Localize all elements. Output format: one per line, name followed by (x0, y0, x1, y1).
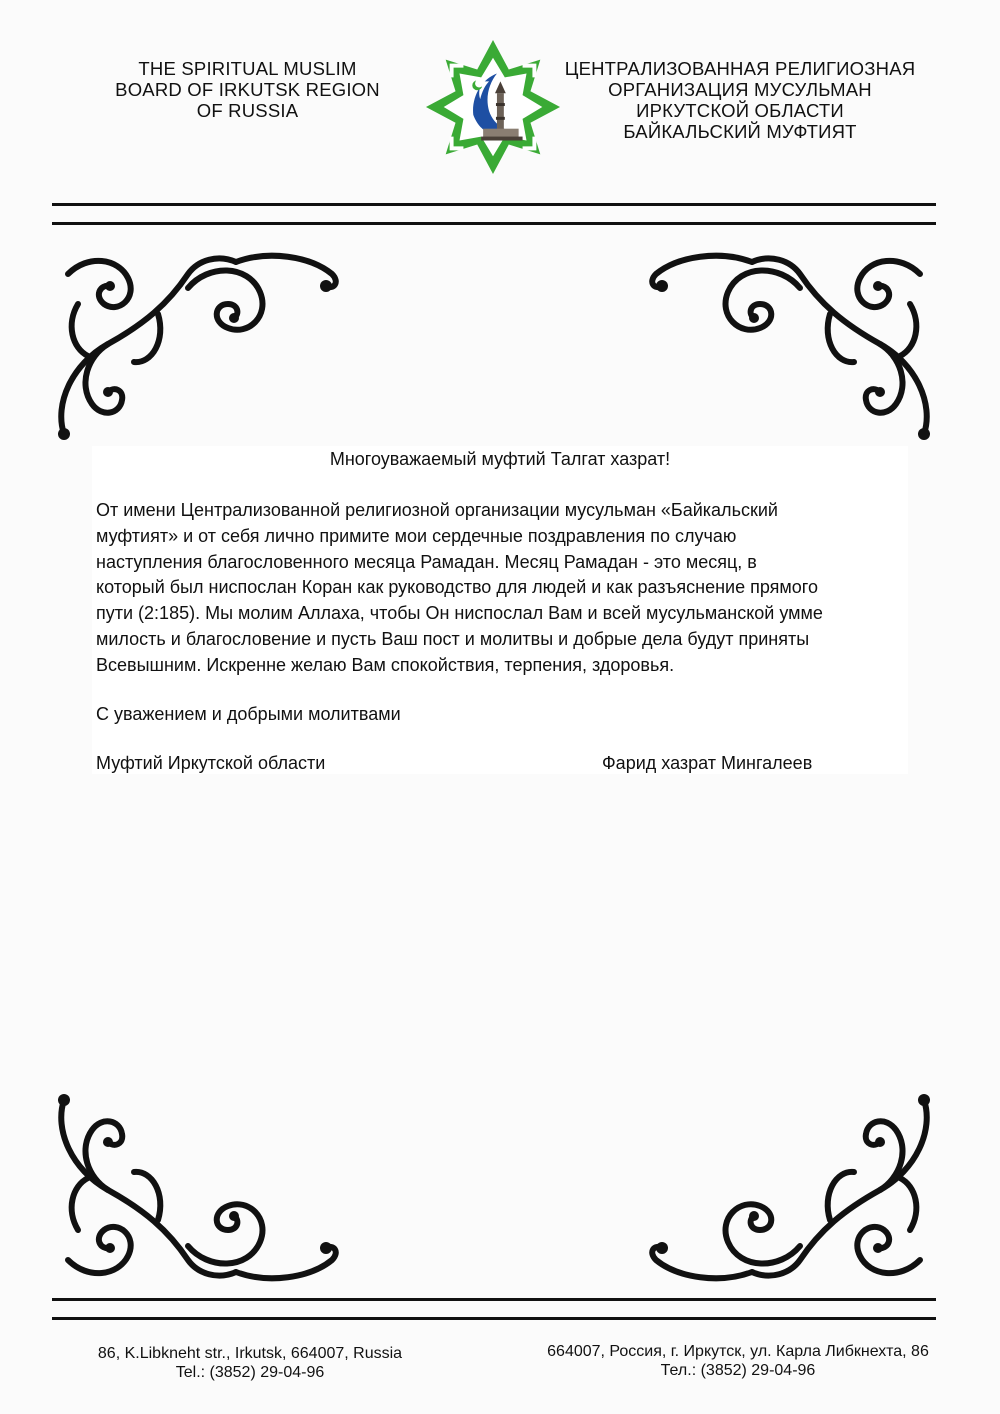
header-en-line: THE SPIRITUAL MUSLIM (138, 58, 357, 79)
footer-address: 86, K.Libkneht str., Irkutsk, 664007, Russia (97, 1345, 403, 1362)
footer-contact-en (80, 1344, 420, 1382)
ornament-top-right (640, 244, 940, 444)
letter-line: милость и благословение и пусть Ваш пост и молитвы и добрые дела будут приняты (96, 628, 810, 649)
header-org-name-ru (555, 58, 925, 142)
letter-line: Всевышним. Искренне желаю Вам спокойствия, терпения, здоровья. (96, 654, 675, 675)
greeting: Многоуважаемый муфтий Талгат хазрат! (329, 449, 671, 469)
letter-text (96, 498, 908, 679)
header-ru-line: ОРГАНИЗАЦИЯ МУСУЛЬМАН (608, 79, 872, 100)
ornament-top-left (48, 244, 348, 444)
letter-line: пути (2:185). Мы молим Аллаха, чтобы Он ниспослал Вам и всей мусульманской умме (96, 603, 823, 624)
footer-phone: Tel.: (3852) 29-04-96 (175, 1364, 325, 1381)
letter-line: От имени Централизованной религиозной организации мусульман «Байкальский (96, 500, 778, 520)
letter-body (92, 446, 908, 774)
letter-line: наступления благословенного месяца Рамадан. Месяц Рамадан - это месяц, в (96, 551, 757, 572)
header-ru-line: БАЙКАЛЬСКИЙ МУФТИЯТ (623, 121, 857, 142)
footer-divider-bottom (52, 1317, 936, 1320)
header-ru-line: ИРКУТСКОЙ ОБЛАСТИ (636, 100, 844, 121)
signer-title: Муфтий Иркутской области (96, 753, 326, 773)
header-en-line: OF RUSSIA (196, 100, 299, 121)
muftiate-logo (424, 38, 562, 176)
closing-phrase: С уважением и добрыми молитвами (96, 704, 401, 724)
header-en-line: BOARD OF IRKUTSK REGION (115, 79, 380, 100)
header-divider-top (52, 203, 936, 206)
footer-contact-ru (528, 1342, 948, 1380)
footer-address: 664007, Россия, г. Иркутск, ул. Карла Либкнехта, 86 (547, 1343, 929, 1360)
signer-name: Фарид хазрат Мингалеев (602, 753, 813, 773)
header-ru-line: ЦЕНТРАЛИЗОВАННАЯ РЕЛИГИОЗНАЯ (564, 58, 916, 79)
letter-line: муфтият» и от себя лично примите мои сердечные поздравления по случаю (96, 525, 737, 546)
footer-phone: Тел.: (3852) 29-04-96 (660, 1362, 816, 1379)
header-org-name-en (100, 58, 395, 121)
ornament-bottom-left (48, 1090, 348, 1290)
footer-divider-top (52, 1298, 936, 1301)
ornament-bottom-right (640, 1090, 940, 1290)
letter-line: который был ниспослан Коран как руководство для людей и как разъяснение прямого (96, 577, 818, 598)
header-divider-bottom (52, 222, 936, 225)
